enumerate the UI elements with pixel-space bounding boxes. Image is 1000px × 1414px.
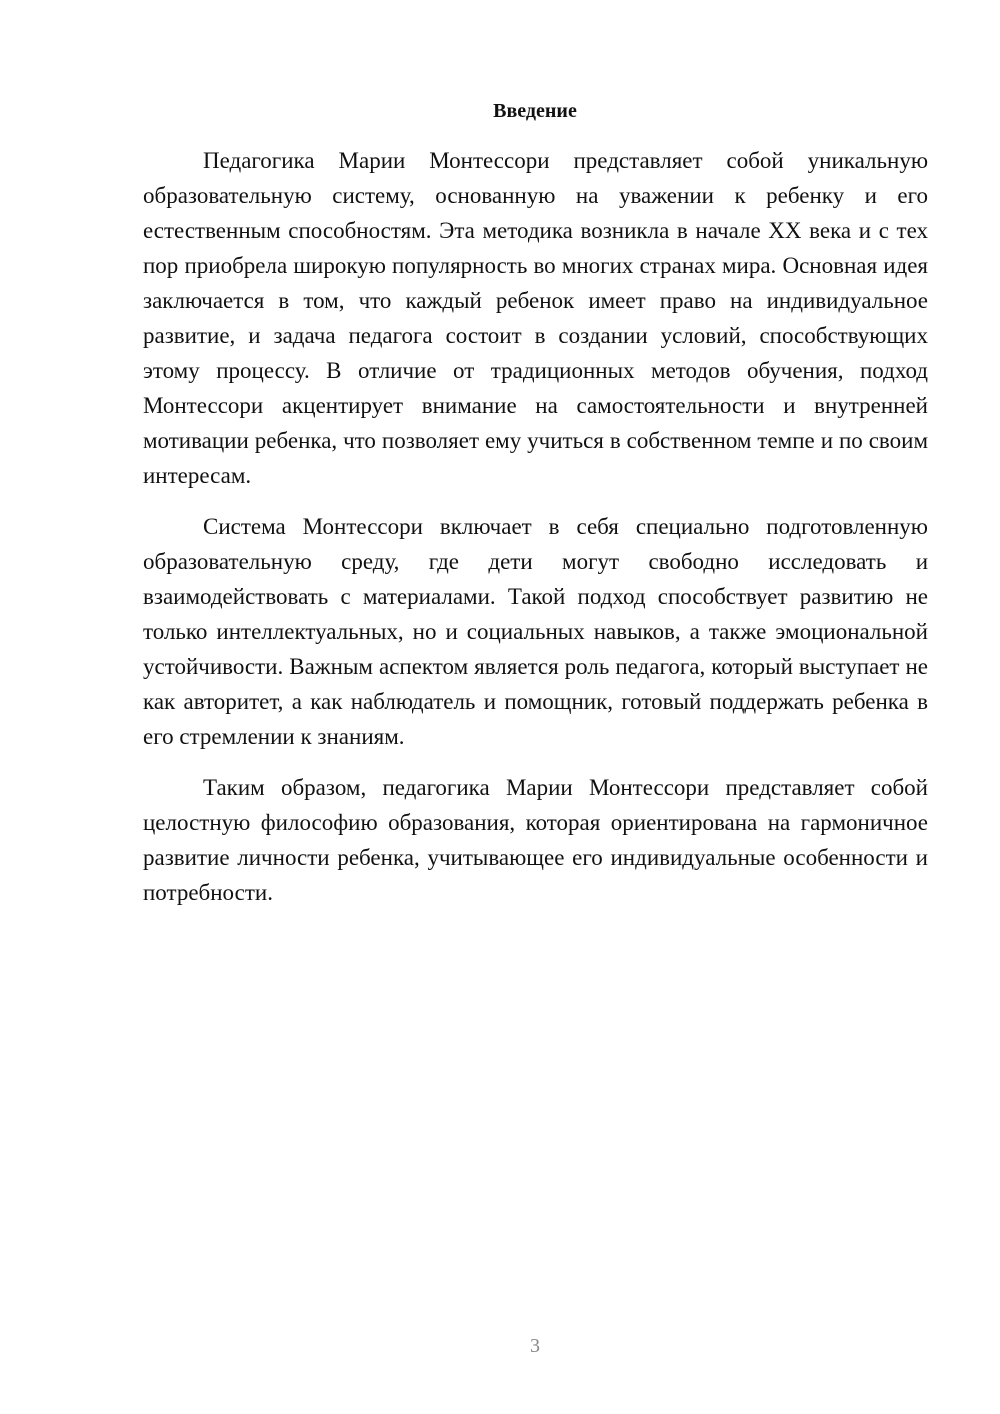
paragraph-3: Таким образом, педагогика Марии Монтессори представляет собой целостную философию образования, которая ориентирована на гармоничное развитие личности ребенка, учитывающее его индивидуальные особенности и потребности. [143, 775, 928, 905]
section-heading: Введение [493, 100, 577, 122]
paragraph-2: Система Монтессори включает в себя специально подготовленную образовательную среду, где дети могут свободно исследовать и взаимодействовать с материалами. Такой подход способствует развитию не только интеллектуальных, но и социальных навыков, а также эмоциональной устойчивости. Важным аспектом является роль педагога, который выступает не как авторитет, а как наблюдатель и помощник, готовый поддержать ребенка в его стремлении к знаниям. [143, 514, 928, 749]
body-text [143, 143, 928, 926]
page-number: 3 [530, 1335, 540, 1357]
paragraph-1: Педагогика Марии Монтессори представляет собой уникальную образовательную систему, основанную на уважении к ребенку и его естественным способностям. Эта методика возникла в начале XX века и с тех пор приобрела широкую популярность во многих странах мира. Основная идея заключается в том, что каждый ребенок имеет право на индивидуальное развитие, и задача педагога состоит в создании условий, способствующих этому процессу. В отличие от традиционных методов обучения, подход Монтессори акцентирует внимание на самостоятельности и внутренней мотивации ребенка, что позволяет ему учиться в собственном темпе и по своим интересам. [143, 148, 928, 488]
